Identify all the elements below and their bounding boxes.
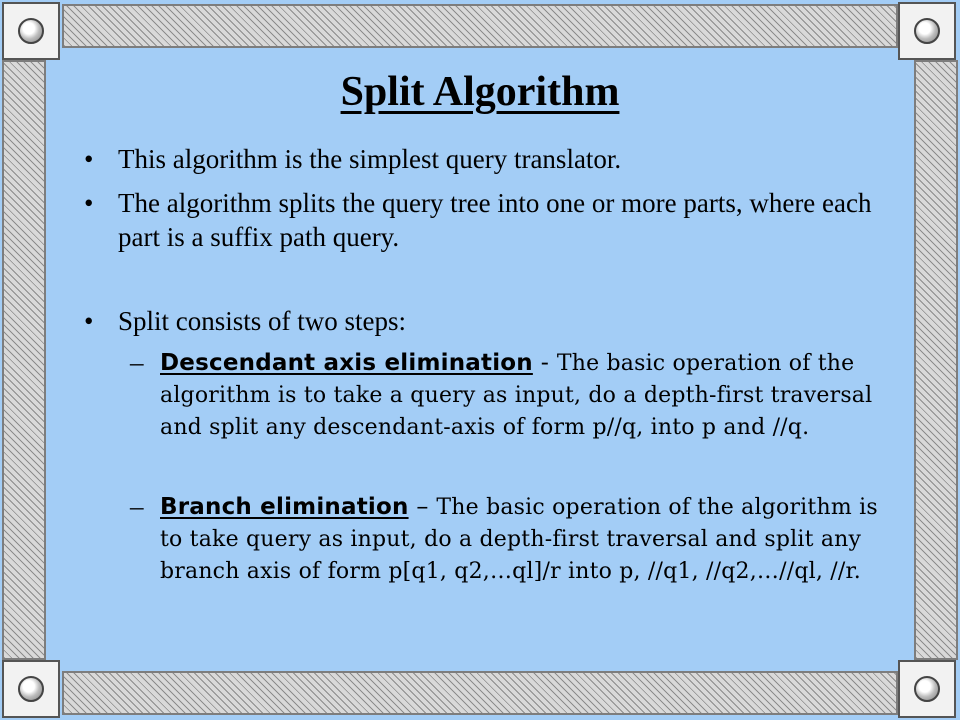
bullet-symbol: • (84, 188, 94, 218)
dash-symbol: – (130, 347, 144, 377)
slide-title-text: Split Algorithm (340, 69, 620, 115)
corner-top-right (898, 2, 956, 60)
bolt-icon (914, 18, 940, 44)
bullet-symbol: • (84, 144, 94, 174)
bolt-icon (18, 676, 44, 702)
sub-bullet-body: The basic operation of the algorithm is to take a query as input, do a depth-first traversal and split any descendant-axis of form p//q, into p and //q. (160, 351, 873, 440)
sub-bullet-text (160, 346, 896, 444)
frame-rail-right (914, 60, 958, 660)
bullet-text: Split consists of two steps: (118, 306, 407, 336)
frame-rail-top (62, 4, 898, 48)
corner-top-left (2, 2, 60, 60)
slide-title (0, 68, 960, 116)
sub-bullet-separator: - (532, 348, 557, 376)
sub-bullet-text (160, 490, 896, 588)
bullet-text: The algorithm splits the query tree into one or more parts, where each part is a suffix path query. (118, 188, 872, 252)
sub-bullet-separator: – (408, 492, 437, 520)
bolt-icon (18, 18, 44, 44)
bullet-text: This algorithm is the simplest query translator. (118, 144, 622, 174)
frame-rail-left (2, 60, 46, 660)
sub-bullet-heading: Descendant axis elimination (160, 350, 533, 376)
sub-bullet-heading: Branch elimination (160, 494, 409, 520)
sub-bullet-body: The basic operation of the algorithm is to take query as input, do a depth-first traversal and split any branch axis of form p[q1, q2,…ql]/r into p, //q1, //q2,…//ql, //r. (160, 495, 878, 584)
corner-bottom-right (898, 660, 956, 718)
corner-bottom-left (2, 660, 60, 718)
bullet-symbol: • (84, 306, 94, 336)
bolt-icon (914, 676, 940, 702)
frame-rail-bottom (62, 671, 898, 715)
dash-symbol: – (130, 491, 144, 521)
